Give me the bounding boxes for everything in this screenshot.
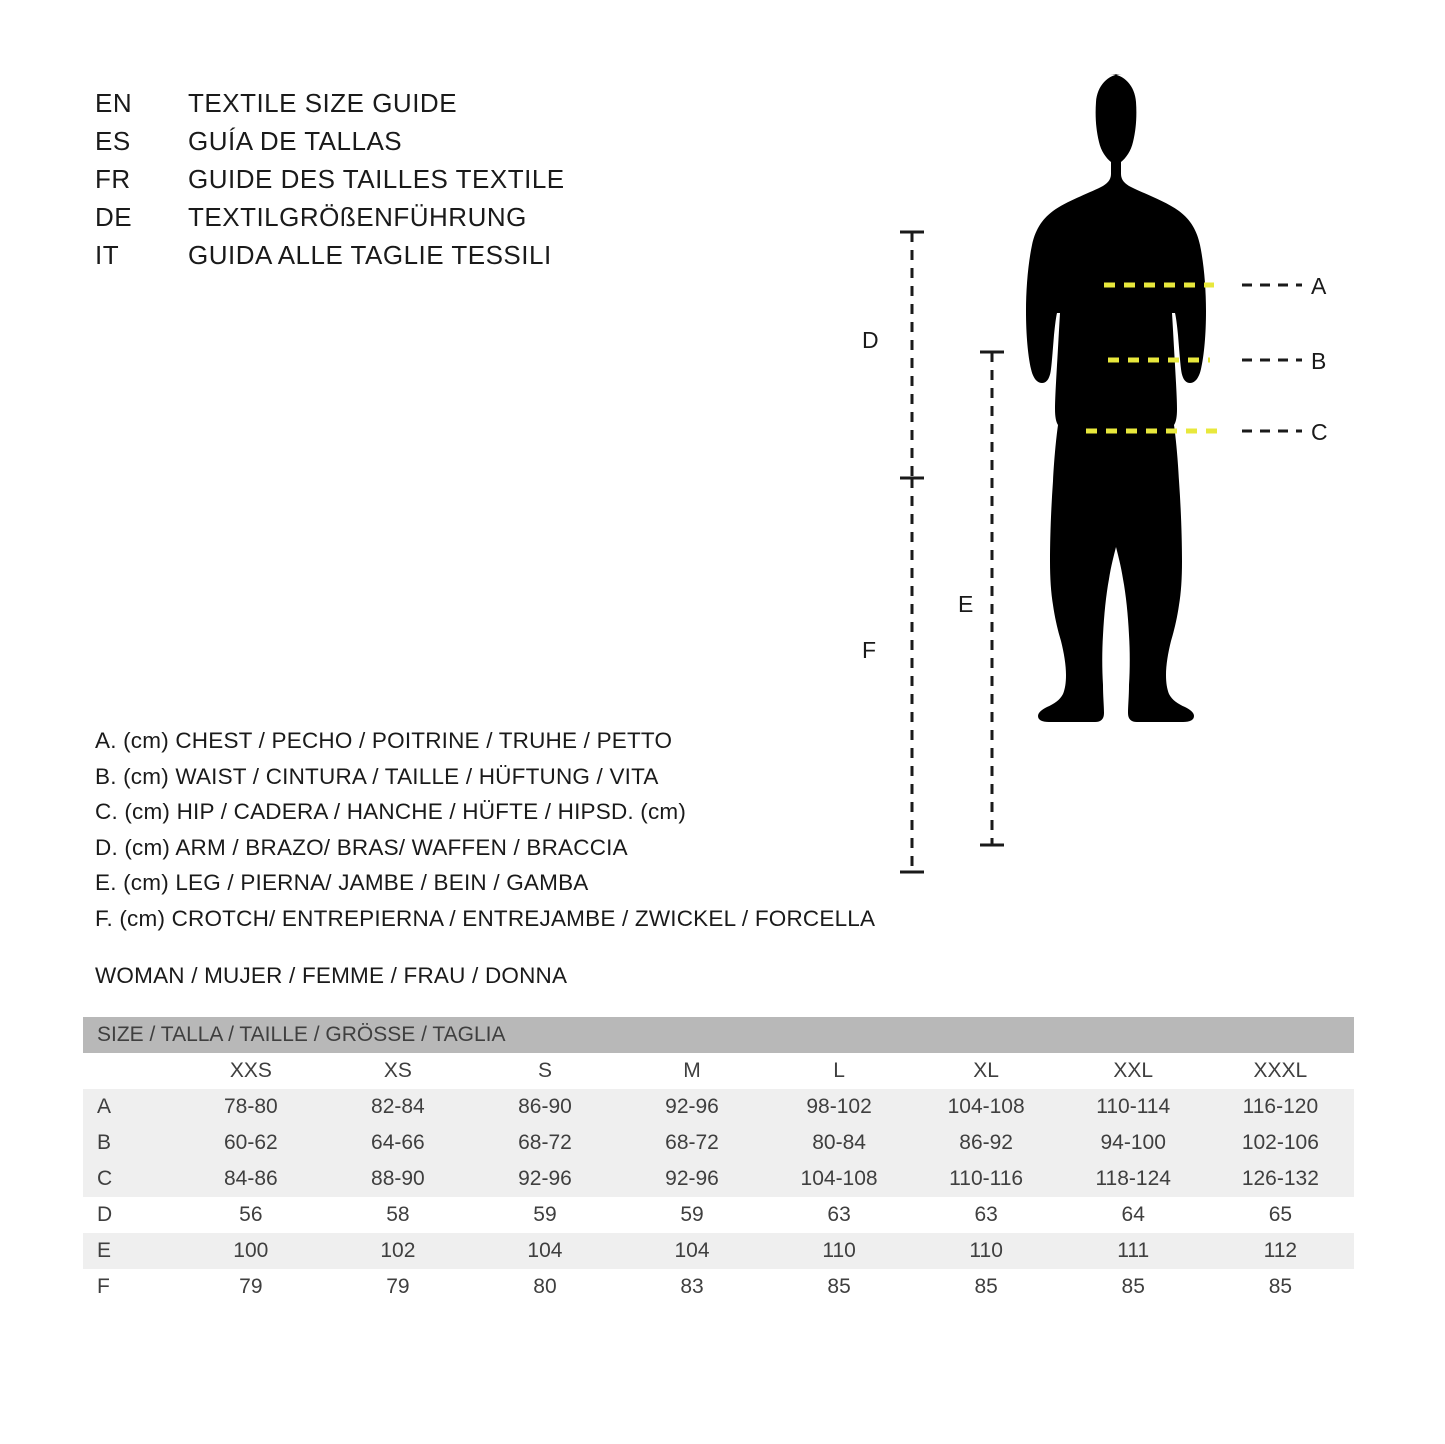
table-row — [83, 1269, 1354, 1305]
cell-d-l: 63 — [766, 1197, 913, 1233]
cell-c-l: 104-108 — [766, 1161, 913, 1197]
callout-letter-b: B — [1311, 348, 1327, 374]
header-cell-xxxl: XXXL — [1207, 1053, 1354, 1089]
cell-e-xxs: 100 — [177, 1233, 324, 1269]
legend-item-c: C. (cm) HIP / CADERA / HANCHE / HÜFTE / HIPSD. (cm) — [95, 799, 687, 824]
table-banner: SIZE / TALLA / TAILLE / GRÖSSE / TAGLIA — [83, 1017, 1354, 1053]
title-block — [95, 88, 565, 278]
cell-c-xxs: 84-86 — [177, 1161, 324, 1197]
title-lang-de: DE — [95, 202, 133, 232]
header-cell-s: S — [471, 1053, 618, 1089]
cell-c-xl: 110-116 — [913, 1161, 1060, 1197]
row-label-e: E — [83, 1233, 177, 1269]
cell-e-m: 104 — [618, 1233, 765, 1269]
cell-d-m: 59 — [618, 1197, 765, 1233]
header-cell-blank — [83, 1053, 177, 1089]
cell-d-xl: 63 — [913, 1197, 1060, 1233]
cell-f-xxs: 79 — [177, 1269, 324, 1305]
cell-a-xs: 82-84 — [324, 1089, 471, 1125]
cell-c-m: 92-96 — [618, 1161, 765, 1197]
cell-c-s: 92-96 — [471, 1161, 618, 1197]
table-row — [83, 1233, 1354, 1269]
size-table-wrapper — [83, 1017, 1354, 1305]
legend-item-f: F. (cm) CROTCH/ ENTREPIERNA / ENTREJAMBE / ZWICKEL / FORCELLA — [95, 905, 876, 931]
table-header-row — [83, 1053, 1354, 1089]
table-row — [83, 1125, 1354, 1161]
cell-e-l: 110 — [766, 1233, 913, 1269]
callout-leaders — [1242, 285, 1302, 431]
cell-a-xxl: 110-114 — [1060, 1089, 1207, 1125]
cell-a-l: 98-102 — [766, 1089, 913, 1125]
callout-letter-a: A — [1311, 273, 1327, 299]
row-label-d: D — [83, 1197, 177, 1233]
table-banner-row — [83, 1017, 1354, 1053]
bracket-d — [900, 232, 924, 478]
cell-f-xxl: 85 — [1060, 1269, 1207, 1305]
cell-b-xxxl: 102-106 — [1207, 1125, 1354, 1161]
header-cell-xxl: XXL — [1060, 1053, 1207, 1089]
title-text-fr: GUIDE DES TAILLES TEXTILE — [188, 164, 565, 194]
header-cell-l: L — [766, 1053, 913, 1089]
woman-silhouette — [1026, 74, 1206, 722]
cell-b-xs: 64-66 — [324, 1125, 471, 1161]
cell-d-xs: 58 — [324, 1197, 471, 1233]
header-cell-m: M — [618, 1053, 765, 1089]
group-label: WOMAN / MUJER / FEMME / FRAU / DONNA — [95, 963, 568, 988]
cell-e-xs: 102 — [324, 1233, 471, 1269]
cell-b-m: 68-72 — [618, 1125, 765, 1161]
row-label-f: F — [83, 1269, 177, 1305]
cell-e-s: 104 — [471, 1233, 618, 1269]
cell-c-xxxl: 126-132 — [1207, 1161, 1354, 1197]
cell-f-l: 85 — [766, 1269, 913, 1305]
title-row — [95, 126, 565, 164]
size-table — [83, 1017, 1354, 1305]
title-text-es: GUÍA DE TALLAS — [188, 126, 403, 156]
bracket-f — [900, 478, 924, 872]
title-lang-fr: FR — [95, 164, 131, 194]
cell-f-m: 83 — [618, 1269, 765, 1305]
cell-f-s: 80 — [471, 1269, 618, 1305]
title-text-it: GUIDA ALLE TAGLIE TESSILI — [188, 240, 552, 270]
title-row — [95, 164, 565, 202]
cell-d-xxl: 64 — [1060, 1197, 1207, 1233]
title-lang-it: IT — [95, 240, 120, 270]
cell-b-s: 68-72 — [471, 1125, 618, 1161]
cell-f-xxxl: 85 — [1207, 1269, 1354, 1305]
bracket-letter-f: F — [862, 637, 877, 663]
title-text-de: TEXTILGRÖßENFÜHRUNG — [188, 202, 527, 232]
table-row — [83, 1197, 1354, 1233]
cell-e-xxxl: 112 — [1207, 1233, 1354, 1269]
bracket-e — [980, 352, 1004, 845]
cell-b-xxs: 60-62 — [177, 1125, 324, 1161]
cell-c-xxl: 118-124 — [1060, 1161, 1207, 1197]
table-row — [83, 1161, 1354, 1197]
legend-item-b: B. (cm) WAIST / CINTURA / TAILLE / HÜFTUNG / VITA — [95, 763, 659, 789]
title-row — [95, 202, 565, 240]
cell-b-xxl: 94-100 — [1060, 1125, 1207, 1161]
measurement-diagram — [840, 60, 1360, 900]
header-cell-xxs: XXS — [177, 1053, 324, 1089]
title-lang-es: ES — [95, 126, 131, 156]
legend-block — [95, 723, 875, 936]
cell-f-xs: 79 — [324, 1269, 471, 1305]
row-label-c: C — [83, 1161, 177, 1197]
cell-f-xl: 85 — [913, 1269, 1060, 1305]
header-cell-xl: XL — [913, 1053, 1060, 1089]
callout-letter-c: C — [1311, 419, 1328, 445]
bracket-letter-e: E — [958, 591, 974, 617]
cell-e-xxl: 111 — [1060, 1233, 1207, 1269]
cell-a-m: 92-96 — [618, 1089, 765, 1125]
cell-a-s: 86-90 — [471, 1089, 618, 1125]
legend-item-e: E. (cm) LEG / PIERNA/ JAMBE / BEIN / GAMBA — [95, 870, 589, 895]
row-label-b: B — [83, 1125, 177, 1161]
row-label-a: A — [83, 1089, 177, 1125]
cell-a-xl: 104-108 — [913, 1089, 1060, 1125]
title-text-en: TEXTILE SIZE GUIDE — [188, 88, 458, 118]
cell-b-xl: 86-92 — [913, 1125, 1060, 1161]
cell-b-l: 80-84 — [766, 1125, 913, 1161]
legend-item-a: A. (cm) CHEST / PECHO / POITRINE / TRUHE / PETTO — [95, 728, 673, 753]
cell-e-xl: 110 — [913, 1233, 1060, 1269]
cell-d-s: 59 — [471, 1197, 618, 1233]
title-row — [95, 88, 565, 126]
cell-d-xxs: 56 — [177, 1197, 324, 1233]
cell-a-xxs: 78-80 — [177, 1089, 324, 1125]
header-cell-xs: XS — [324, 1053, 471, 1089]
table-row — [83, 1089, 1354, 1125]
cell-a-xxxl: 116-120 — [1207, 1089, 1354, 1125]
legend-item-d: D. (cm) ARM / BRAZO/ BRAS/ WAFFEN / BRACCIA — [95, 834, 628, 860]
cell-c-xs: 88-90 — [324, 1161, 471, 1197]
title-lang-en: EN — [95, 88, 133, 118]
title-row — [95, 240, 565, 278]
cell-d-xxxl: 65 — [1207, 1197, 1354, 1233]
bracket-letter-d: D — [862, 327, 879, 353]
